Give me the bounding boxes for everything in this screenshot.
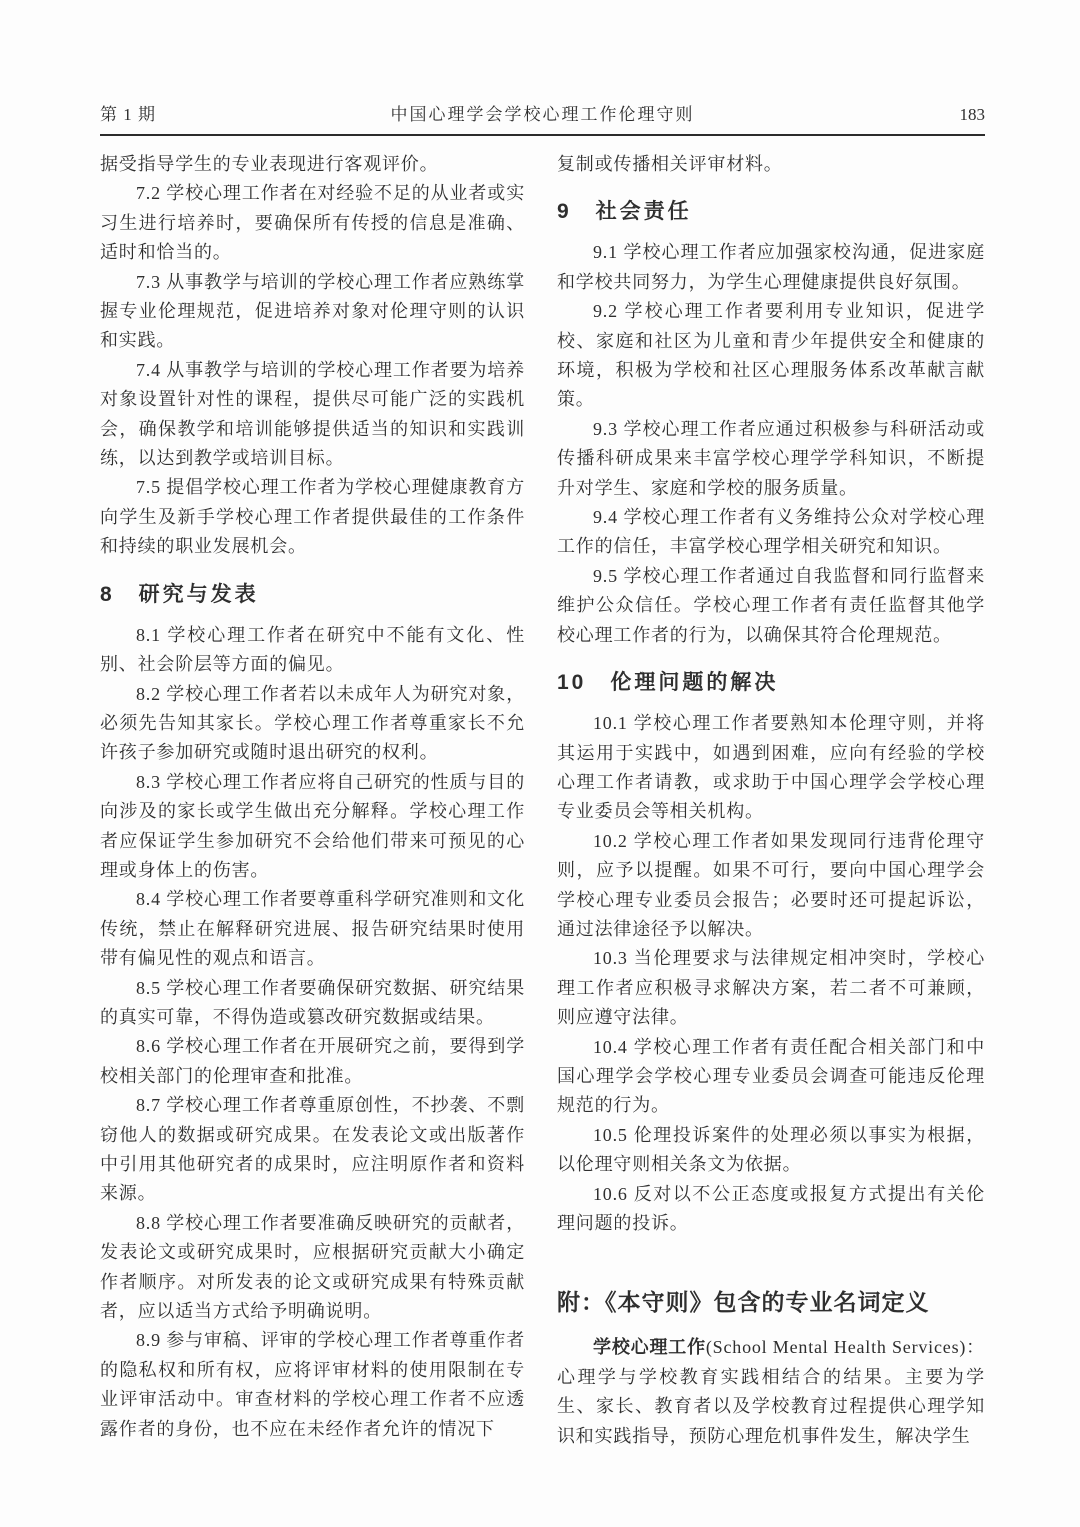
clause-8-3: 8.3 学校心理工作者应将自己研究的性质与目的向涉及的家长或学生做出充分解释。学校心理工作者应保证学生参加研究不会给他们带来可预见的心理或身体上的伤害。 [100,771,525,880]
right-column [557,150,985,1451]
appendix-term-english: (School Mental Health Services)： [705,1337,985,1358]
clause-8-9: 8.9 参与审稿、评审的学校心理工作者尊重作者的隐私权和所有权，应将评审材料的使用限制在专业评审活动中。审查材料的学校心理工作者不应透露作者的身份，也不应在未经作者允许的情况下 [100,1330,525,1439]
running-title: 中国心理学会学校心理工作伦理守则 [390,105,695,124]
header-rule [100,134,985,136]
clause-9-3: 9.3 学校心理工作者应通过积极参与科研活动或传播科研成果来丰富学校心理学学科知识，不断提升对学生、家庭和学校的服务质量。 [557,418,985,498]
two-column-body [100,150,985,1451]
section-heading-10: 10 伦理问题的解决 [557,671,779,695]
clause-8-8: 8.8 学校心理工作者要准确反映研究的贡献者，发表论文或研究成果时，应根据研究贡献大小确定作者顺序。对所发表的论文或研究成果有特殊贡献者，应以适当方式给予明确说明。 [100,1212,525,1322]
page-header [100,100,985,125]
page-number: 183 [959,105,985,124]
clause-8-1: 8.1 学校心理工作者在研究中不能有文化、性别、社会阶层等方面的偏见。 [100,624,525,675]
appendix-heading: 附：《本守则》包含的专业名词定义 [557,1290,930,1316]
clause-7-2: 7.2 学校心理工作者在对经验不足的从业者或实习生进行培养时，要确保所有传授的信息是准确、适时和恰当的。 [100,183,525,263]
clause-10-5: 10.5 伦理投诉案件的处理必须以事实为根据，以伦理守则相关条文为依据。 [557,1124,985,1175]
clause-7-5: 7.5 提倡学校心理工作者为学校心理健康教育方向学生及新手学校心理工作者提供最佳的工作条件和持续的职业发展机会。 [100,477,525,557]
clause-7-4: 7.4 从事教学与培训的学校心理工作者要为培养对象设置针对性的课程，提供尽可能广泛的实践机会，确保教学和培训能够提供适当的知识和实践训练，以达到教学或培训目标。 [100,359,525,469]
clause-10-1: 10.1 学校心理工作者要熟知本伦理守则，并将其运用于实践中，如遇到困难，应向有经验的学校心理工作者请教，或求助于中国心理学会学校心理专业委员会等相关机构。 [557,713,985,822]
section-heading-9: 9 社会责任 [557,200,692,224]
section-heading-8: 8 研究与发表 [100,582,259,606]
clause-8-5: 8.5 学校心理工作者要确保研究数据、研究结果的真实可靠，不得伪造或篡改研究数据或结果。 [100,977,525,1027]
appendix-definition-text: 心理学与学校教育实践相结合的结果。主要为学生、家长、教育者以及学校教育过程提供心理学知识和实践指导，预防心理危机事件发生，解决学生 [557,1366,985,1446]
clause-9-5: 9.5 学校心理工作者通过自我监督和同行监督来维护公众信任。学校心理工作者有责任监督其他学校心理工作者的行为，以确保其符合伦理规范。 [557,565,985,645]
clause-8-9-continuation: 复制或传播相关评审材料。 [557,154,783,174]
clause-9-1: 9.1 学校心理工作者应加强家校沟通，促进家庭和学校共同努力，为学生心理健康提供良好氛围。 [557,242,985,292]
clause-10-6: 10.6 反对以不公正态度或报复方式提出有关伦理问题的投诉。 [557,1183,985,1233]
clause-9-2: 9.2 学校心理工作者要利用专业知识，促进学校、家庭和社区为儿童和青少年提供安全和健康的环境，积极为学校和社区心理服务体系改革献言献策。 [557,301,985,410]
clause-10-4: 10.4 学校心理工作者有责任配合相关部门和中国心理学会学校心理专业委员会调查可能违反伦理规范的行为。 [557,1036,985,1116]
clause-9-4: 9.4 学校心理工作者有义务维持公众对学校心理工作的信任，丰富学校心理学相关研究和知识。 [557,507,985,557]
clause-8-2: 8.2 学校心理工作者若以未成年人为研究对象，必须先告知其家长。学校心理工作者尊重家长不允许孩子参加研究或随时退出研究的权利。 [100,683,525,763]
appendix-term: 学校心理工作 [593,1337,706,1358]
clause-7-3: 7.3 从事教学与培训的学校心理工作者应熟练掌握专业伦理规范，促进培养对象对伦理守则的认识和实践。 [100,271,525,351]
clause-10-2: 10.2 学校心理工作者如果发现同行违背伦理守则，应予以提醒。如果不可行，要向中国心理学会学校心理专业委员会报告；必要时还可提起诉讼，通过法律途径予以解决。 [557,830,985,939]
clause-8-6: 8.6 学校心理工作者在开展研究之前，要得到学校相关部门的伦理审查和批准。 [100,1036,525,1086]
clause-8-7: 8.7 学校心理工作者尊重原创性，不抄袭、不剽窃他人的数据或研究成果。在发表论文或出版著作中引用其他研究者的成果时，应注明原作者和资料来源。 [100,1095,525,1204]
appendix-definition [557,1333,985,1451]
journal-issue: 第 1 期 [100,105,156,124]
left-column [100,150,525,1451]
clause-7-1-continuation: 据受指导学生的专业表现进行客观评价。 [100,154,439,174]
clause-8-4: 8.4 学校心理工作者要尊重科学研究准则和文化传统，禁止在解释研究进展、报告研究结果时使用带有偏见性的观点和语言。 [100,889,525,969]
clause-10-3: 10.3 当伦理要求与法律规定相冲突时，学校心理工作者应积极寻求解决方案，若二者不可兼顾，则应遵守法律。 [557,948,985,1028]
